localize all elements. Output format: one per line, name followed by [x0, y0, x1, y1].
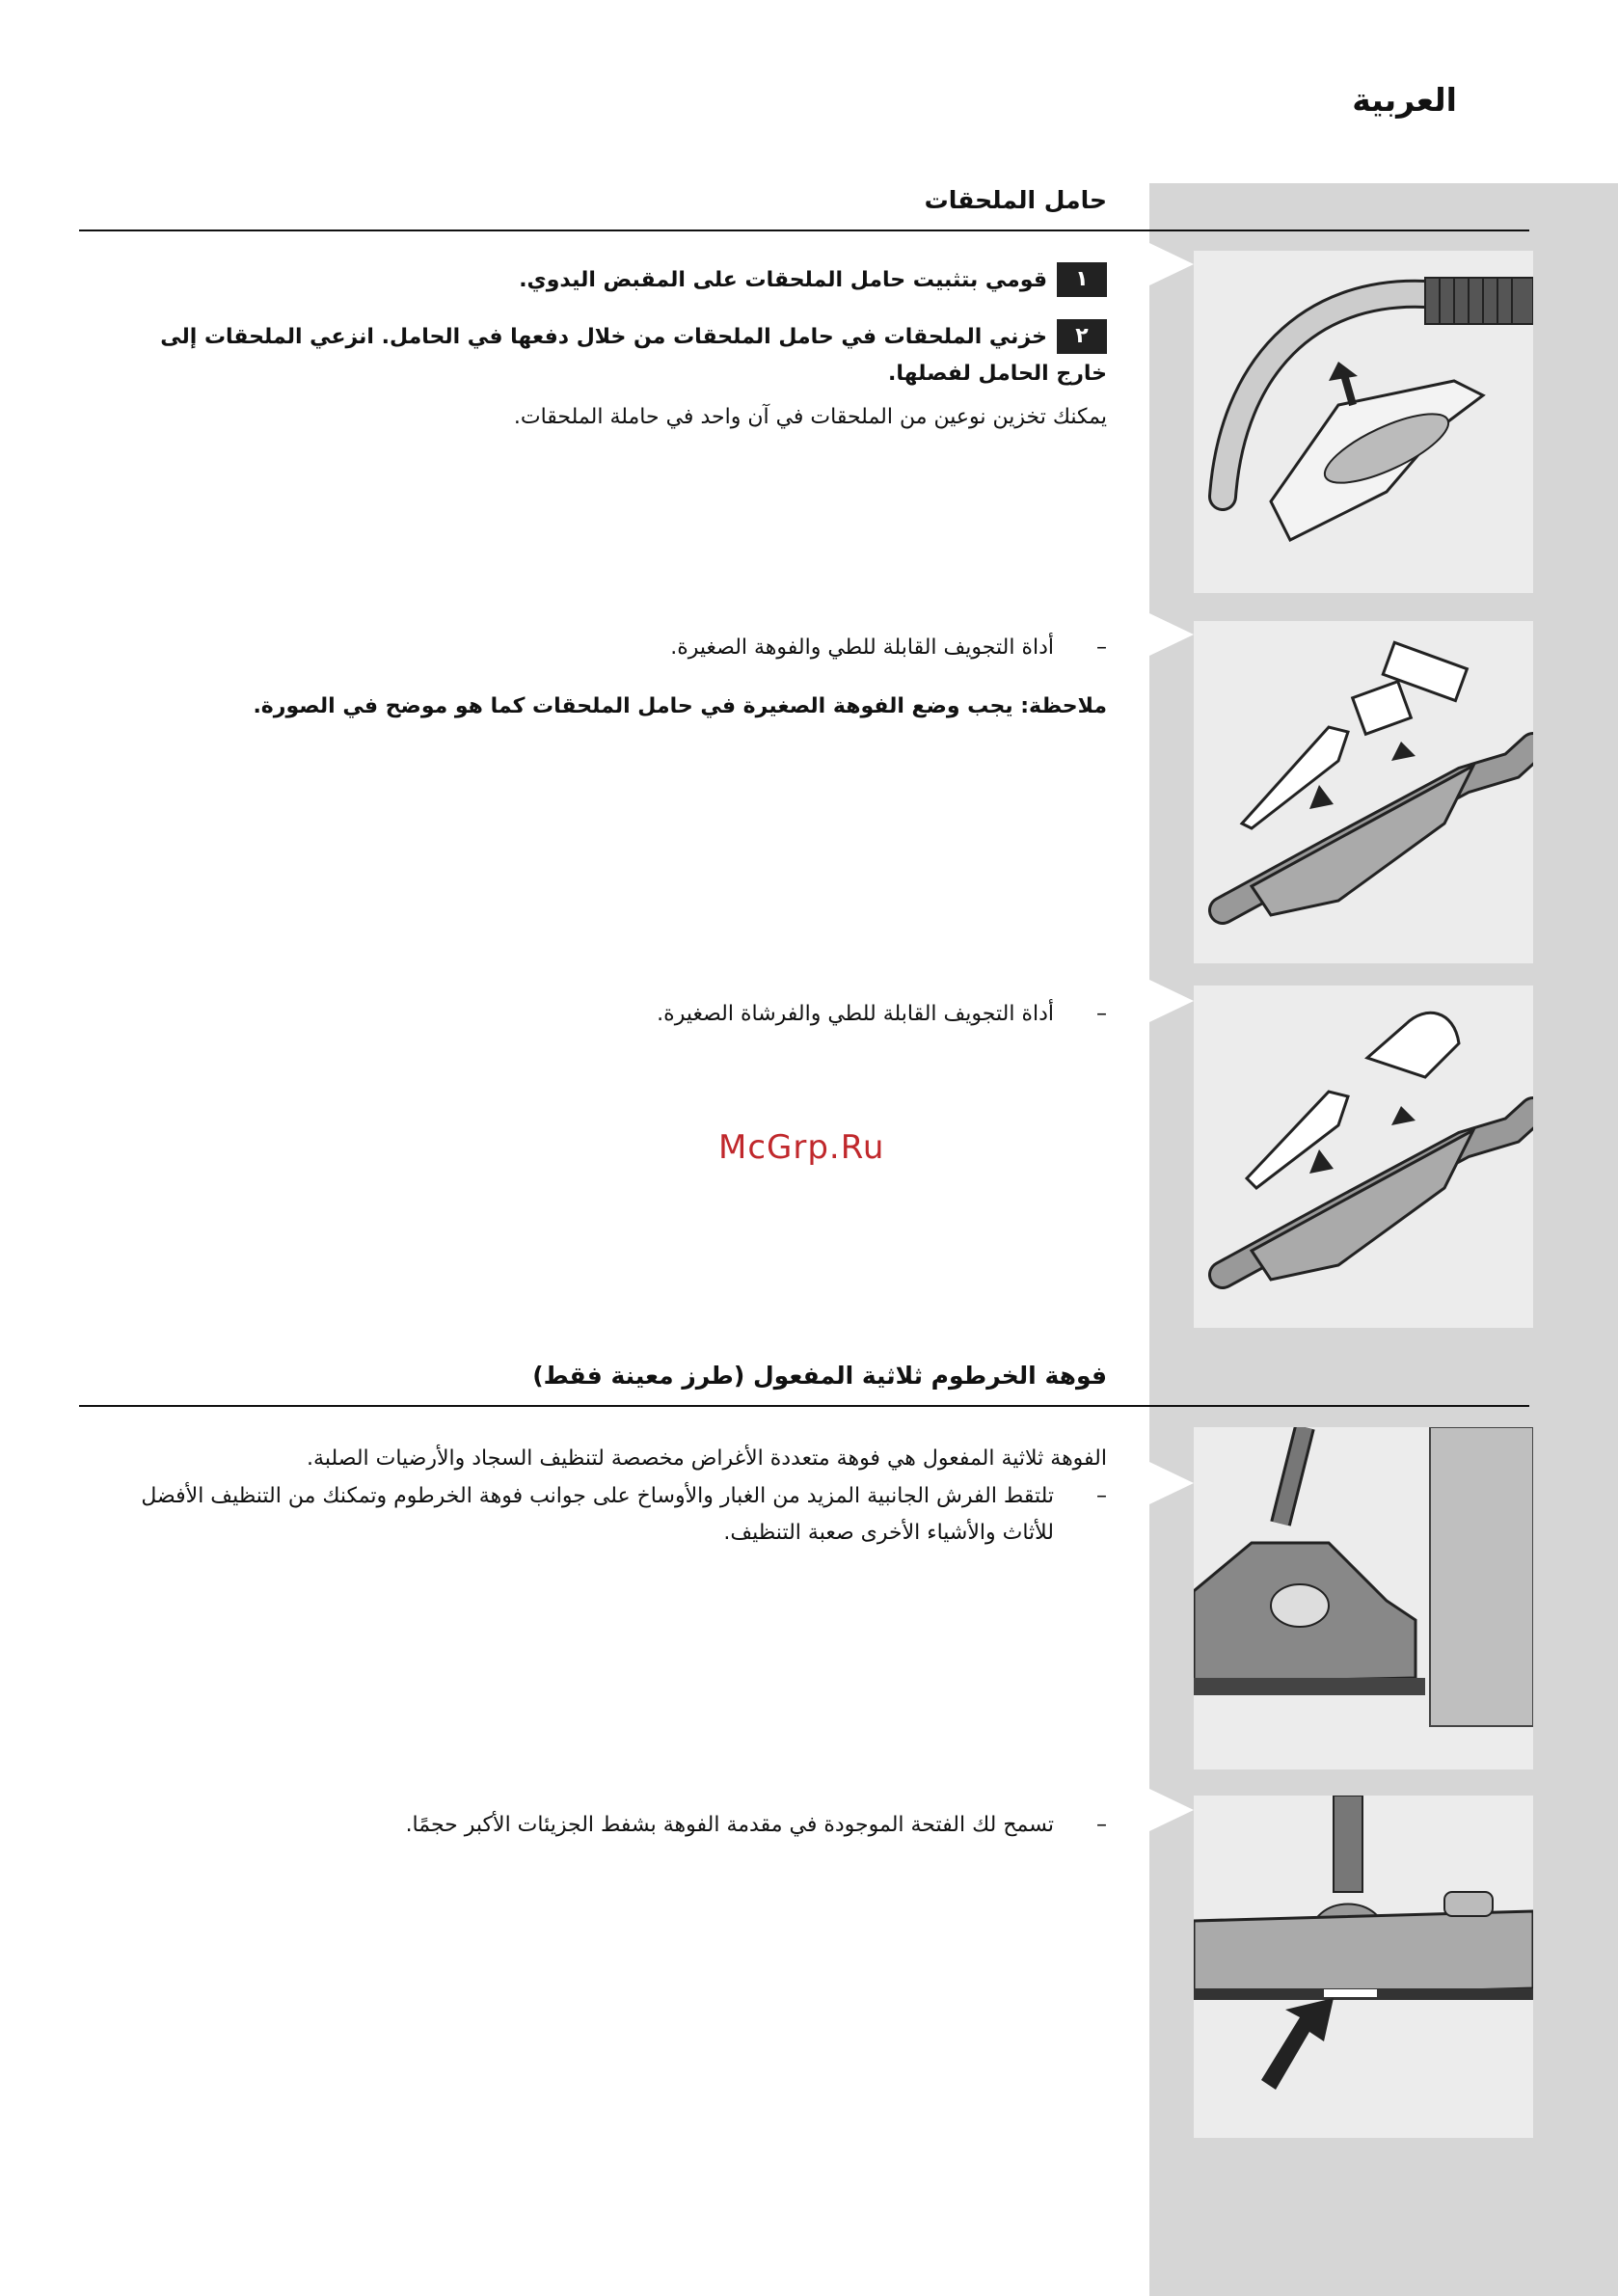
bullet-crevice-small-nozzle — [94, 630, 1107, 666]
tri-active-nozzle-side-illustration — [1194, 1427, 1533, 1769]
dash-marker: – — [1096, 1002, 1107, 1026]
dash-marker: – — [1096, 1813, 1107, 1837]
step-number: ٢ — [1057, 319, 1107, 354]
bullet-crevice-small-brush — [94, 996, 1107, 1033]
figure-side-brushes — [1194, 1427, 1533, 1769]
language-label: العربية — [1352, 81, 1457, 119]
figure-crevice-small-brush — [1194, 986, 1533, 1328]
section-title-tri-active-nozzle: فوهة الخرطوم ثلاثية المفعول (طرز معينة فقط) — [532, 1362, 1107, 1390]
bullet-side-brushes — [94, 1478, 1107, 1552]
tri-active-nozzle-front-illustration — [1194, 1796, 1533, 2138]
figure-pointer — [1149, 243, 1194, 285]
info-text: يمكنك تخزين نوعين من الملحقات في آن واحد في حاملة الملحقات. — [513, 405, 1107, 429]
step-text: قومي بتثبيت حامل الملحقات على المقبض اليدوي. — [519, 268, 1047, 292]
figure-crevice-small-nozzle — [1194, 621, 1533, 963]
figure-holder-attach — [1194, 251, 1533, 593]
step-2 — [104, 319, 1107, 392]
section-title-accessory-holder: حامل الملحقات — [924, 186, 1107, 214]
step-text: خزني الملحقات في حامل الملحقات من خلال دفعها في الحامل. انزعي الملحقات إلى خارج الحامل لفصلها. — [160, 325, 1107, 386]
dash-marker: – — [1096, 635, 1107, 660]
accessory-holder-illustration — [1194, 251, 1533, 593]
figure-pointer — [1149, 980, 1194, 1022]
bullet-text: أداة التجويف القابلة للطي والفوهة الصغيرة. — [670, 635, 1054, 660]
intro-text: الفوهة ثلاثية المفعول هي فوهة متعددة الأغراض مخصصة لتنظيف السجاد والأرضيات الصلبة. — [307, 1446, 1107, 1471]
dash-marker: – — [1096, 1484, 1107, 1508]
crevice-nozzle-illustration — [1194, 621, 1533, 963]
crevice-brush-illustration — [1194, 986, 1533, 1328]
note-text: ملاحظة: يجب وضع الفوهة الصغيرة في حامل الملحقات كما هو موضح في الصورة. — [253, 694, 1107, 718]
figure-pointer — [1149, 1462, 1194, 1504]
figure-pointer — [1149, 613, 1194, 656]
bullet-text: تلتقط الفرش الجانبية المزيد من الغبار والأوساخ على جوانب فوهة الخرطوم وتمكنك من التنظيف الأفضل للأثاث والأشياء الأخرى صعبة التنظيف. — [141, 1484, 1054, 1545]
bullet-text: تسمح لك الفتحة الموجودة في مقدمة الفوهة بشفط الجزيئات الأكبر حجمًا. — [405, 1813, 1054, 1837]
figure-pointer — [1149, 1789, 1194, 1831]
section-divider — [79, 230, 1529, 231]
section-divider — [79, 1405, 1529, 1407]
step-number: ١ — [1057, 262, 1107, 297]
step-1 — [104, 262, 1107, 299]
figure-front-opening — [1194, 1796, 1533, 2138]
watermark: McGrp.Ru — [718, 1128, 885, 1167]
bullet-front-opening — [94, 1807, 1107, 1844]
bullet-text: أداة التجويف القابلة للطي والفرشاة الصغيرة. — [657, 1002, 1054, 1026]
